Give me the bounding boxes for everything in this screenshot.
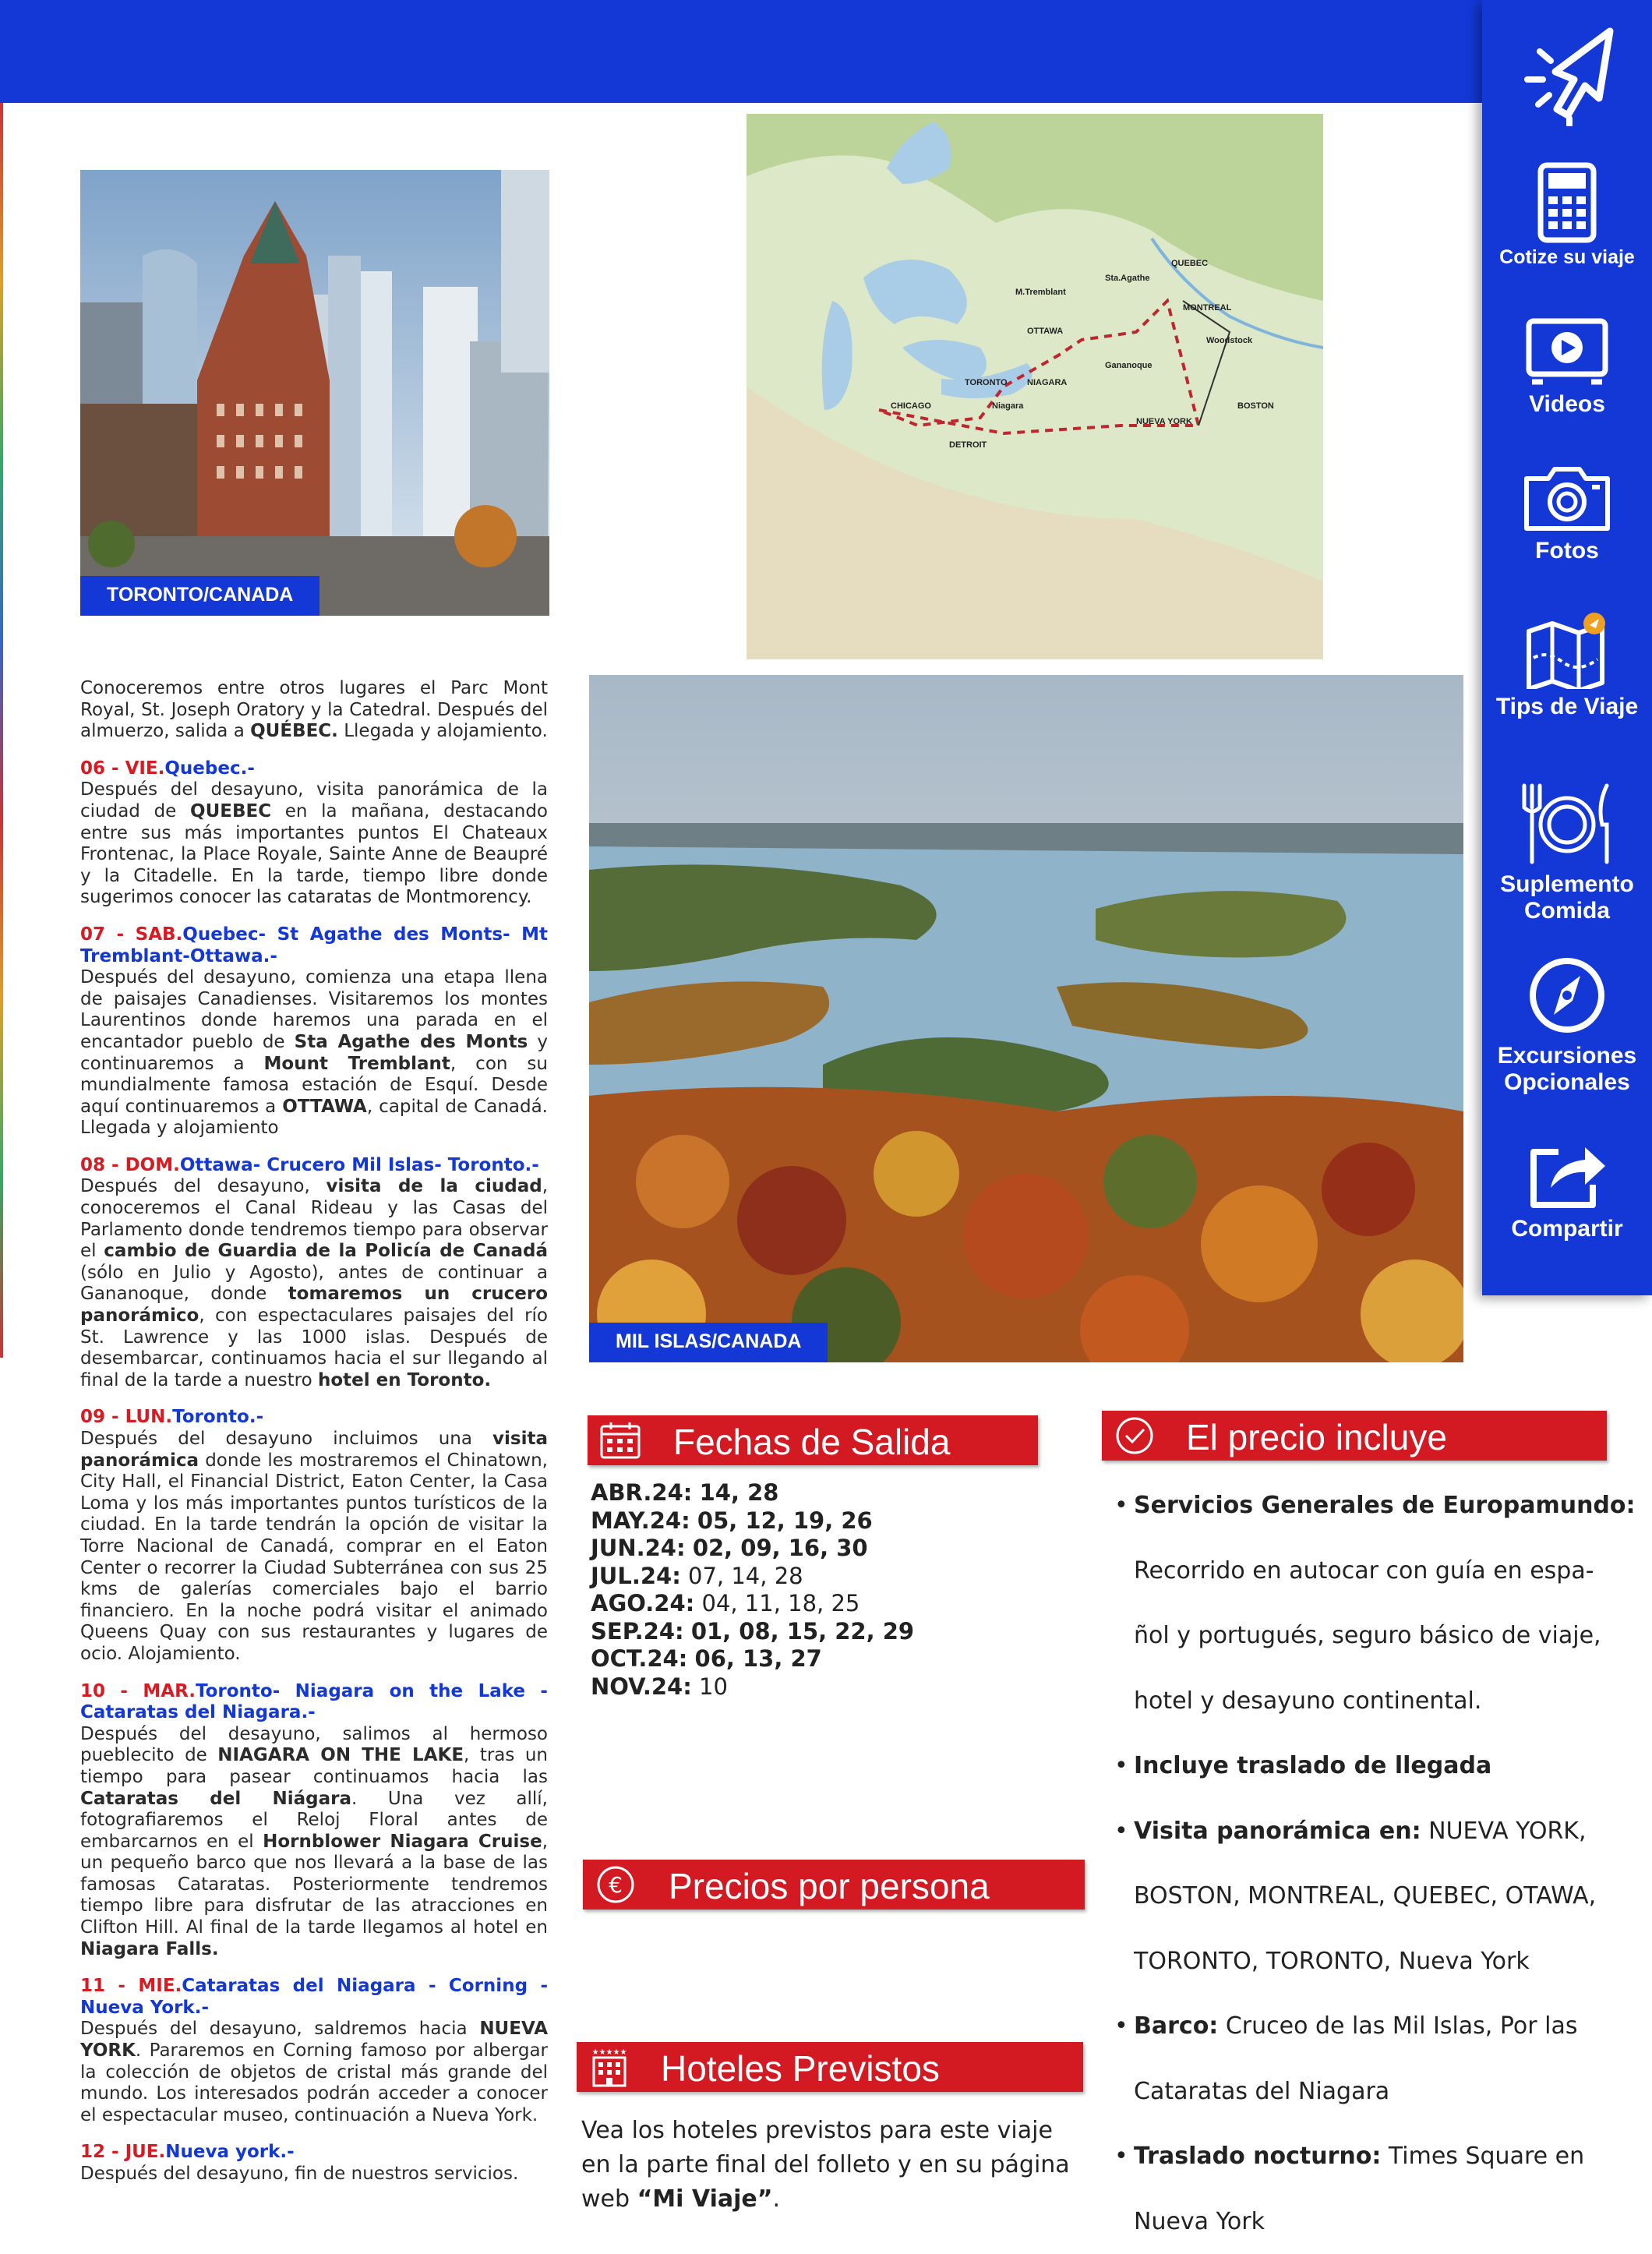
map-city-sta-agathe: Sta.Agathe (1105, 274, 1149, 283)
fecha-row (591, 1507, 914, 1535)
day-text: , con espectaculares paisajes del río St. Lawrence y las 1000 islas. Después de desembarcar, continuamos hacia el sur llegando al final de la tarde a nuestro (80, 1305, 548, 1390)
day-text: , tras un tiempo para pasear continuamos hacia las (80, 1745, 548, 1787)
sidebar-item-excursiones[interactable] (1482, 952, 1652, 1096)
map-city-nueva-york: NUEVA YORK (1136, 417, 1192, 426)
hoteles-text-body: Vea los hoteles previstos para este viaje en la parte final del folleto y en su página web (581, 2117, 1070, 2213)
itinerary-day (80, 758, 548, 909)
route-map (747, 114, 1323, 659)
precios-header (583, 1860, 1085, 1910)
incluye-row (1114, 1603, 1613, 1669)
incluye-bold: Visita panorámica en: (1134, 1818, 1421, 1845)
fecha-row (591, 1563, 914, 1591)
fecha-dates: 04, 11, 18, 25 (701, 1590, 860, 1616)
itinerary-day (80, 1976, 548, 2126)
intro-bold: QUÉBEC. (250, 721, 338, 741)
toronto-skyline-illustration (80, 170, 549, 616)
incluye-bold: Barco: (1134, 2012, 1218, 2040)
day-heading (80, 1681, 548, 1724)
mil-islas-photo (589, 675, 1463, 1362)
day-number: 06 - VIE. (80, 758, 164, 779)
sidebar-label-cotize: Cotize su viaje (1482, 248, 1652, 267)
day-text: Después del desayuno, (80, 1176, 327, 1196)
share-icon (1524, 1136, 1610, 1211)
sidebar-item-videos[interactable] (1482, 316, 1652, 418)
day-title: Cataratas del Niagara - Corning - Nueva York.- (80, 1976, 548, 2018)
day-text: , un pequeño barco que nos llevará a la base de las famosas Cataratas. Posteriormente tendremos tiempo libre para disfrutar de las atracciones en Clifton Hill. Al final de la tarde llegamos al hotel en (80, 1832, 548, 1938)
day-heading (80, 2142, 548, 2164)
day-text-bold: Niagara Falls. (80, 1939, 219, 1959)
day-heading (80, 758, 548, 780)
fecha-month: NOV.24: (591, 1673, 692, 1700)
day-text: Después del desayuno, saldremos hacia (80, 2019, 479, 2039)
top-banner (0, 0, 1652, 103)
route-map-illustration (747, 114, 1323, 659)
day-text-bold: visita panorámica (80, 1429, 548, 1471)
intro-text: Conoceremos entre otros lugares el Parc Mont Royal, St. Joseph Oratory y la Catedral. Después del almuerzo, salida a (80, 678, 548, 741)
fechas-header (588, 1415, 1038, 1465)
incluye-row (1114, 1733, 1613, 1799)
day-title: Nueva york.- (165, 2142, 294, 2162)
incluye-row (1114, 2124, 1613, 2189)
fecha-month: SEP.24: (591, 1618, 684, 1645)
day-text-bold: Sta Agathe des Monts (295, 1032, 528, 1052)
day-text: , con su mundialmente famosa estación de Esquí. Desde aquí continuaremos a (80, 1054, 548, 1117)
sidebar (1482, 0, 1652, 1295)
day-text: donde les mostraremos el Chinatown, City Hall, el Financial District, Eaton Center, la Casa Loma y los más importantes puntos turísticos de la ciudad. En la tarde tendrán la opción de visitar la Torre Nacional de Canadá, comprar en el Eaton Center o recorrer la Ciudad Subterránea con sus 25 kms de galerías comerciales bajo el barrio financiero. En la noche podrá visitar el animado Queens Quay con sus restaurantes y lugares de ocio. Alojamiento. (80, 1450, 548, 1664)
itinerary-day (80, 924, 548, 1139)
fecha-row (591, 1618, 914, 1646)
sidebar-label-fotos: Fotos (1482, 538, 1652, 564)
hoteles-text (581, 2114, 1080, 2217)
day-text-bold: OTTAWA (282, 1097, 367, 1117)
incluye-text: NUEVA YORK, (1421, 1818, 1587, 1845)
day-text: . Pararemos en Corning famoso por albergar la colección de objetos de cristal más grande del mundo. Los interesados podrán acceder a conocer el espectacular museo, continuación a Nueva York. (80, 2040, 548, 2125)
page-edge-strip (0, 103, 3, 1358)
itinerary-day (80, 1155, 548, 1392)
fechas-list (591, 1479, 914, 1701)
incluye-header (1102, 1411, 1607, 1461)
itinerary-intro (80, 678, 548, 743)
fecha-month: OCT.24: (591, 1645, 687, 1672)
incluye-row (1114, 1669, 1613, 1734)
sidebar-label-tips: Tips de Viaje (1482, 694, 1652, 720)
incluye-text: hotel y desayuno continental. (1134, 1687, 1481, 1715)
day-number: 09 - LUN. (80, 1407, 172, 1427)
fecha-month: JUN.24: (591, 1535, 686, 1561)
map-city-montreal: MONTREAL (1183, 303, 1232, 313)
mil-islas-caption: MIL ISLAS/CANADA (589, 1323, 828, 1362)
day-number: 12 - JUE. (80, 2142, 165, 2162)
toronto-photo (80, 170, 549, 616)
fecha-dates: 01, 08, 15, 22, 29 (691, 1618, 914, 1645)
incluye-bold: Incluye traslado de llegada (1134, 1752, 1491, 1779)
video-icon (1524, 316, 1610, 387)
day-text: , conoceremos el Canal Rideau y las Casas del Parlamento donde tendremos tiempo para observar el (80, 1176, 548, 1261)
day-title: Quebec- St Agathe des Monts- Mt Tremblant-Ottawa.- (80, 924, 548, 966)
day-text-bold: Mount Tremblant (264, 1054, 450, 1074)
calculator-icon (1536, 162, 1598, 243)
day-number: 10 - MAR. (80, 1681, 196, 1701)
incluye-text: Recorrido en autocar con guía en espa- (1134, 1557, 1594, 1585)
cursor-click-icon[interactable] (1509, 17, 1633, 126)
day-text-bold: Cataratas del Niágara (80, 1789, 351, 1809)
fecha-month: AGO.24: (591, 1590, 694, 1616)
map-city-woodstock: Woodstock (1206, 336, 1253, 345)
incluye-row (1114, 1864, 1613, 1929)
incluye-text: Nueva York (1134, 2208, 1265, 2235)
fecha-row (591, 1645, 914, 1673)
day-text-bold: NUEVA YORK (80, 2019, 548, 2061)
day-text-bold: cambio de Guardia de la Policía de Canadá (104, 1241, 548, 1261)
sidebar-item-fotos[interactable] (1482, 463, 1652, 564)
hotel-building-icon (588, 2047, 631, 2087)
hoteles-header (577, 2042, 1083, 2092)
day-text-bold: hotel en Toronto. (318, 1370, 491, 1390)
day-text: en la mañana, destacando entre sus más importantes puntos El Chateaux Frontenac, la Place Royale, Sainte Anne de Beaupré y la Citadelle. En la tarde, tiempo libre donde sugerimos conocer las cataratas de Montmorency. (80, 801, 548, 907)
map-city-boston: BOSTON (1237, 401, 1274, 411)
day-text: y continuaremos a (80, 1032, 548, 1074)
map-city-niagara: NIAGARA (1027, 378, 1067, 387)
sidebar-item-tips[interactable] (1482, 611, 1652, 720)
mil-islas-illustration (589, 675, 1463, 1362)
day-text: Después del desayuno, fin de nuestros servicios. (80, 2164, 518, 2184)
day-text-bold: QUEBEC (190, 801, 271, 821)
incluye-row (1114, 1929, 1613, 1994)
map-city-m-tremblant: M.Tremblant (1015, 288, 1066, 297)
day-text: (sólo en Julio y Agosto), antes de continuar a Gananoque, donde (80, 1263, 548, 1305)
fecha-row (591, 1673, 914, 1701)
day-number: 07 - SAB. (80, 924, 182, 945)
hoteles-title: Hoteles Previstos (661, 2044, 940, 2093)
compass-icon (1524, 952, 1610, 1038)
day-text: Después del desayuno incluimos una (80, 1429, 492, 1449)
day-title: Ottawa- Crucero Mil Islas- Toronto.- (180, 1155, 539, 1175)
fecha-dates: 05, 12, 19, 26 (697, 1507, 873, 1534)
day-text: Después del desayuno, visita panorámica de la ciudad de (80, 779, 548, 821)
sidebar-label-excursiones: Excursiones Opcionales (1482, 1043, 1652, 1096)
day-heading (80, 1407, 548, 1429)
fecha-month: JUL.24: (591, 1563, 681, 1589)
day-number: 08 - DOM. (80, 1155, 180, 1175)
incluye-row (1114, 1473, 1613, 1539)
camera-icon (1520, 463, 1614, 533)
sidebar-item-cotize[interactable] (1482, 162, 1652, 267)
day-text-bold: visita de la ciudad (327, 1176, 542, 1196)
fechas-title: Fechas de Salida (673, 1417, 950, 1467)
incluye-text: Times Square en (1381, 2143, 1584, 2170)
map-icon (1524, 611, 1610, 689)
sidebar-label-videos: Videos (1482, 391, 1652, 418)
fecha-row (591, 1535, 914, 1563)
calendar-icon (598, 1420, 642, 1461)
map-city-ottawa: OTTAWA (1027, 327, 1063, 336)
incluye-title: El precio incluye (1186, 1412, 1447, 1462)
itinerary-day (80, 2142, 548, 2185)
day-text: Después del desayuno, comienza una etapa llena de paisajes Canadienses. Visitaremos los montes Laurentinos donde haremos una parada en el encantador pueblo de (80, 967, 548, 1052)
fecha-dates: 02, 09, 16, 30 (693, 1535, 868, 1561)
incluye-bold: Servicios Generales de Europamundo: (1134, 1492, 1636, 1519)
day-text-bold: tomaremos un crucero panorámico (80, 1284, 548, 1326)
day-title: Toronto.- (172, 1407, 263, 1427)
map-city-quebec: QUEBEC (1171, 259, 1208, 268)
itinerary-days (80, 758, 548, 2185)
incluye-text: Cataratas del Niagara (1134, 2078, 1389, 2105)
incluye-text: ñol y portugués, seguro básico de viaje, (1134, 1622, 1601, 1649)
day-title: Quebec.- (164, 758, 255, 779)
sidebar-item-suplemento[interactable] (1482, 781, 1652, 924)
incluye-row (1114, 1539, 1613, 1604)
intro-text-end: Llegada y alojamiento. (338, 721, 548, 741)
svg-text:★★★★★: ★★★★★ (592, 2048, 627, 2057)
incluye-text: TORONTO, TORONTO, Nueva York (1134, 1948, 1530, 1975)
map-city-gananoque: Gananoque (1105, 361, 1153, 370)
incluye-list (1114, 1473, 1613, 2254)
fecha-row (591, 1590, 914, 1618)
map-city-chicago: CHICAGO (891, 401, 931, 411)
fecha-dates: 14, 28 (700, 1479, 779, 1506)
day-title: Toronto- Niagara on the Lake -Cataratas del Niagara.- (80, 1681, 548, 1723)
precios-title: Precios por persona (669, 1861, 990, 1911)
fecha-month: MAY.24: (591, 1507, 690, 1534)
euro-icon (594, 1864, 637, 1905)
incluye-row (1114, 2189, 1613, 2254)
day-text: . Una vez allí, fotografiaremos el Reloj Floral antes de embarcarnos en el (80, 1789, 548, 1852)
sidebar-label-compartir: Compartir (1482, 1216, 1652, 1242)
day-text-bold: NIAGARA ON THE LAKE (217, 1745, 464, 1765)
check-circle-icon (1113, 1415, 1156, 1456)
map-city-detroit: DETROIT (949, 440, 987, 450)
fecha-row (591, 1479, 914, 1507)
map-city-niagara-falls: Niagara (992, 401, 1024, 411)
map-city-toronto: TORONTO (965, 378, 1008, 387)
sidebar-item-compartir[interactable] (1482, 1136, 1652, 1242)
day-heading (80, 1976, 548, 2019)
day-text: , capital de Canadá. Llegada y alojamiento (80, 1097, 548, 1139)
itinerary-day (80, 1407, 548, 1665)
day-heading (80, 1155, 548, 1177)
fecha-dates: 07, 14, 28 (688, 1563, 803, 1589)
incluye-text: BOSTON, MONTREAL, QUEBEC, OTAWA, (1134, 1882, 1596, 1910)
svg-text:€: € (609, 1872, 623, 1898)
itinerary-day (80, 1681, 548, 1961)
toronto-caption: TORONTO/CANADA (80, 576, 319, 616)
incluye-text: Cruceo de las Mil Islas, Por las (1218, 2012, 1577, 2040)
itinerary (80, 678, 548, 2201)
fecha-dates: 06, 13, 27 (695, 1645, 822, 1672)
fecha-month: ABR.24: (591, 1479, 692, 1506)
sidebar-label-suplemento: Suplemento Comida (1482, 871, 1652, 924)
incluye-bold: Traslado nocturno: (1134, 2143, 1381, 2170)
day-heading (80, 924, 548, 967)
incluye-row (1114, 1994, 1613, 2059)
plate-cutlery-icon (1516, 781, 1618, 867)
fecha-dates: 10 (699, 1673, 728, 1700)
day-text-bold: Hornblower Niagara Cruise (263, 1832, 542, 1852)
mi-viaje-link[interactable]: “Mi Viaje” (637, 2185, 773, 2213)
incluye-row (1114, 1799, 1613, 1864)
day-text: Después del desayuno, salimos al hermoso pueblecito de (80, 1724, 548, 1766)
incluye-row (1114, 2059, 1613, 2125)
hoteles-text-end: . (772, 2185, 780, 2213)
day-number: 11 - MIE. (80, 1976, 182, 1996)
